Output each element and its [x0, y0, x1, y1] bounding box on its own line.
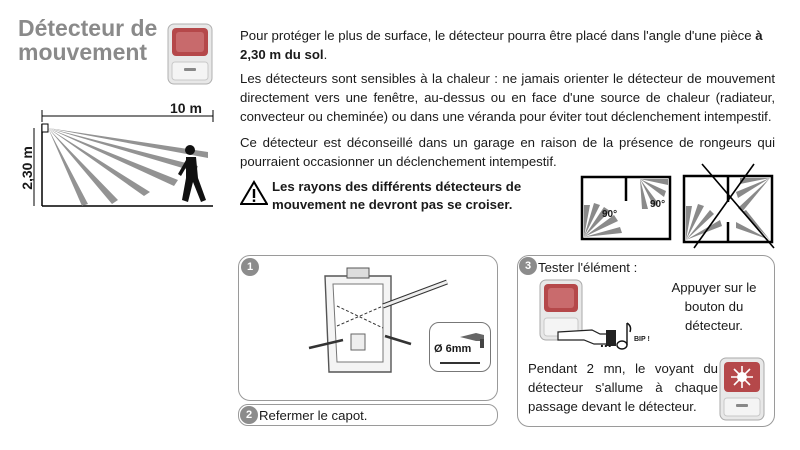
- lit-detector-illustration: [718, 356, 768, 422]
- step-2-label: Refermer le capot.: [259, 408, 368, 423]
- press-button-text: Appuyer sur le bouton du détecteur.: [671, 280, 757, 333]
- bip-label: BIP !: [634, 336, 650, 343]
- step-1-badge: 1: [241, 258, 259, 276]
- room-diagram-correct: [580, 175, 672, 241]
- warning-icon: [240, 180, 268, 206]
- height-label: 2,30 m: [19, 146, 35, 190]
- title-line-1: Détecteur de: [18, 15, 158, 41]
- music-note-icon: [616, 320, 634, 350]
- step-3-title: Tester l'élément :: [538, 260, 638, 275]
- drill-size-label: Ø 6mm: [434, 343, 472, 355]
- test-result-text: Pendant 2 mn, le voyant du détecteur s'allume à chaque passage devant le détecteur.: [528, 361, 718, 414]
- page-title: [18, 16, 168, 64]
- step-3-panel: [517, 255, 775, 427]
- angle-left-label: 90°: [602, 209, 618, 220]
- step-2-panel: [238, 404, 498, 426]
- step-2-badge: 2: [240, 406, 258, 424]
- placement-end: .: [323, 47, 328, 62]
- angle-right-label: 90°: [650, 199, 666, 210]
- paragraph-garage: Ce détecteur est déconseillé dans un garage en raison de la présence de rongeurs qui pourraient occasionner un déclenchement intempestif.: [240, 135, 775, 169]
- drill-callout: [429, 322, 491, 372]
- paragraph-placement: [240, 26, 775, 64]
- paragraph-heat: Les détecteurs sont sensibles à la chaleur : ne jamais orienter le détecteur de mouvement directement vers une fenêtre, au-dessus ou en face d'une source de chaleur (radiateur, convecteur ou cheminée) ou dans une véranda pour éviter tout déclenchement intempestif.: [240, 71, 775, 124]
- step-3-badge: 3: [519, 257, 537, 275]
- distance-label: 10 m: [170, 100, 202, 116]
- title-line-2: mouvement: [18, 39, 148, 65]
- detector-photo: [166, 22, 214, 86]
- room-diagram-wrong: [680, 162, 776, 250]
- range-diagram: [18, 100, 218, 210]
- screw-icon: [438, 359, 482, 367]
- warning-text: Les rayons des différents détecteurs de mouvement ne devront pas se croiser.: [272, 179, 522, 212]
- dots: ...: [600, 334, 612, 350]
- placement-text: Pour protéger le plus de surface, le détecteur pourra être placé dans l'angle d'une pièce: [240, 28, 756, 43]
- step-1-panel: [238, 255, 498, 401]
- placement-height: à 2,30 m du sol: [240, 28, 763, 62]
